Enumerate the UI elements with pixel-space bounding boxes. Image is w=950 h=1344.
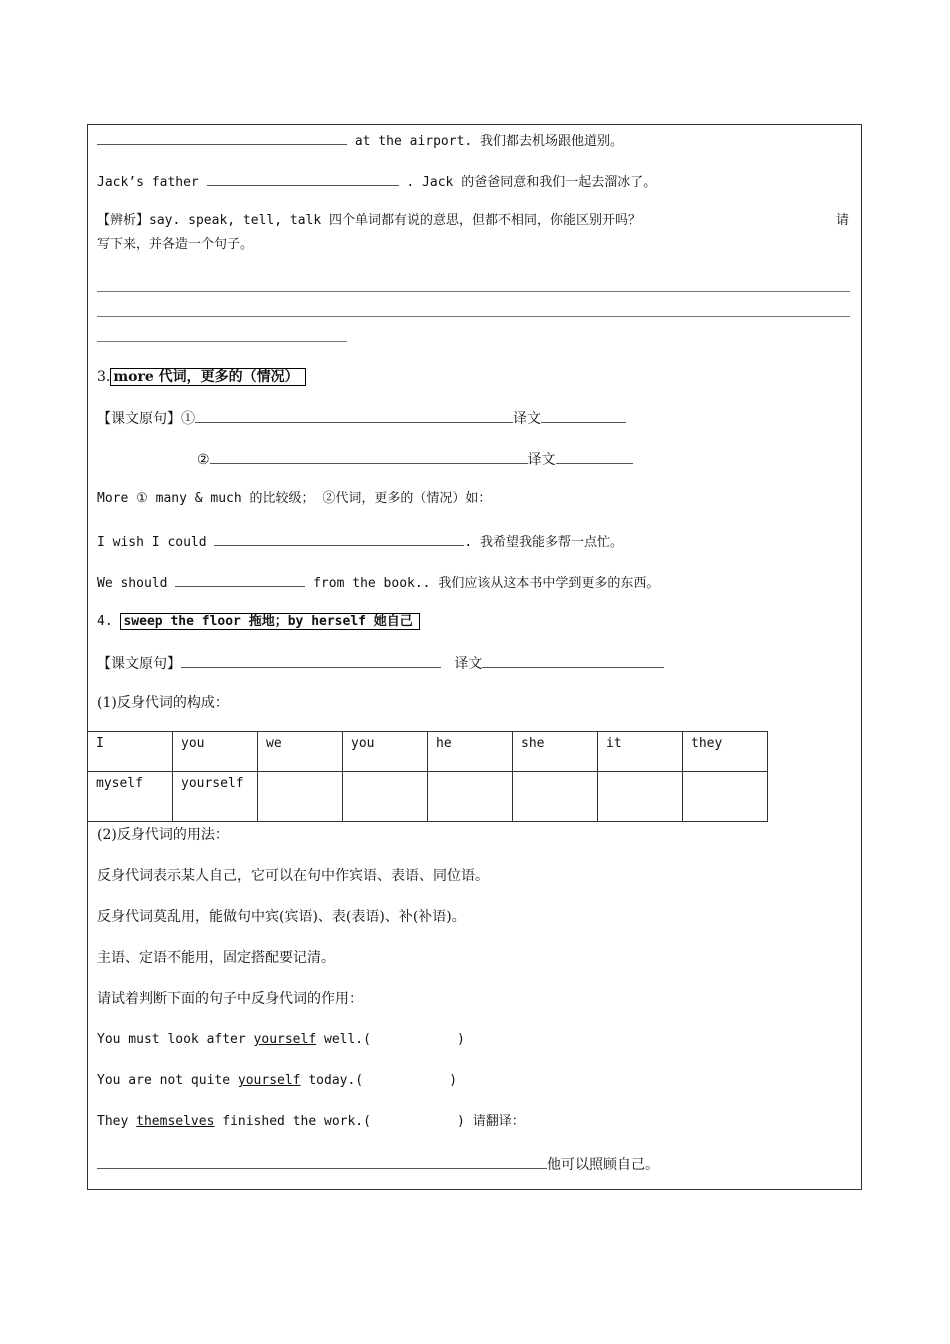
answer-blank[interactable] [195, 408, 513, 423]
answer-rule[interactable] [97, 341, 347, 342]
answer-rule[interactable] [97, 316, 850, 317]
table-cell-blank[interactable] [598, 772, 683, 822]
usage-rule-1: 反身代词表示某人自己，它可以在句中作宾语、表语、同位语。 [97, 868, 489, 884]
answer-blank[interactable] [541, 408, 626, 423]
answer-blank[interactable] [97, 130, 347, 145]
table-cell: I [88, 732, 173, 772]
sentence-should: We should from the book.. 我们应该从这本书中学到更多的东西。 [97, 572, 659, 593]
section-3-heading: 3. more 代词，更多的（情况） [97, 368, 306, 386]
original-sentence-2: ② 译文 [197, 449, 633, 469]
table-cell-blank[interactable] [343, 772, 428, 822]
sentence-airport: at the airport. 我们都去机场跟他道别。 [97, 130, 623, 151]
analysis-line-end: 请 [836, 213, 850, 228]
analysis-line-2: 写下来，并各造一个句子。 [97, 237, 254, 252]
sentence-wish: I wish I could . 我希望我能多帮一点忙。 [97, 531, 623, 552]
original-sentence-1: 【课文原句】① 译文 [97, 408, 626, 428]
table-cell-blank[interactable] [513, 772, 598, 822]
answer-blank[interactable] [207, 171, 399, 186]
example-2: You are not quite yourself today.( ) [97, 1073, 458, 1088]
table-cell: you [173, 732, 258, 772]
answer-blank[interactable] [214, 531, 464, 546]
answer-blank[interactable] [175, 572, 305, 587]
table-cell-blank[interactable] [428, 772, 513, 822]
answer-blank[interactable] [210, 449, 528, 464]
table-cell-blank[interactable] [683, 772, 768, 822]
table-cell: it [598, 732, 683, 772]
section-3-title: more 代词，更多的（情况） [110, 368, 305, 386]
answer-blank[interactable] [556, 449, 633, 464]
example-3: They themselves finished the work.( ) 请翻译： [97, 1114, 525, 1129]
section-4-heading: 4. sweep the floor 拖地；by herself 她自己 [97, 613, 420, 631]
original-sentence-3: 【课文原句】 译文 [97, 653, 664, 673]
table-cell: myself [88, 772, 173, 822]
table-cell: you [343, 732, 428, 772]
table-cell: they [683, 732, 768, 772]
example-1: You must look after yourself well.( ) [97, 1032, 465, 1047]
answer-rule[interactable] [97, 291, 850, 292]
table-cell: he [428, 732, 513, 772]
table-cell: we [258, 732, 343, 772]
usage-rule-3: 主语、定语不能用，固定搭配要记清。 [97, 950, 335, 966]
table-cell: yourself [173, 772, 258, 822]
more-definition: More ① many & much 的比较级； ②代词，更多的（情况）如： [97, 491, 492, 506]
translate-final: 他可以照顾自己。 [97, 1154, 659, 1174]
answer-blank[interactable] [97, 1154, 547, 1169]
answer-blank[interactable] [181, 653, 441, 668]
reflexive-usage-label: (2)反身代词的用法： [97, 827, 229, 843]
reflexive-formation-label: (1)反身代词的构成： [97, 695, 229, 711]
sentence-jack-father: Jack’s father . Jack 的爸爸同意和我们一起去溜冰了。 [97, 171, 656, 192]
reflexive-pronoun-table [87, 731, 768, 822]
analysis-line: 【辨析】say. speak, tell, talk 四个单词都有说的意思，但都不相同，你能区别开吗？ [97, 213, 642, 228]
judge-instruction: 请试着判断下面的句子中反身代词的作用： [97, 991, 363, 1007]
table-cell-blank[interactable] [258, 772, 343, 822]
section-4-title: sweep the floor 拖地；by herself 她自己 [120, 613, 419, 630]
answer-blank[interactable] [482, 653, 664, 668]
usage-rule-2: 反身代词莫乱用，能做句中宾(宾语)、表(表语)、补(补语)。 [97, 909, 466, 925]
table-cell: she [513, 732, 598, 772]
